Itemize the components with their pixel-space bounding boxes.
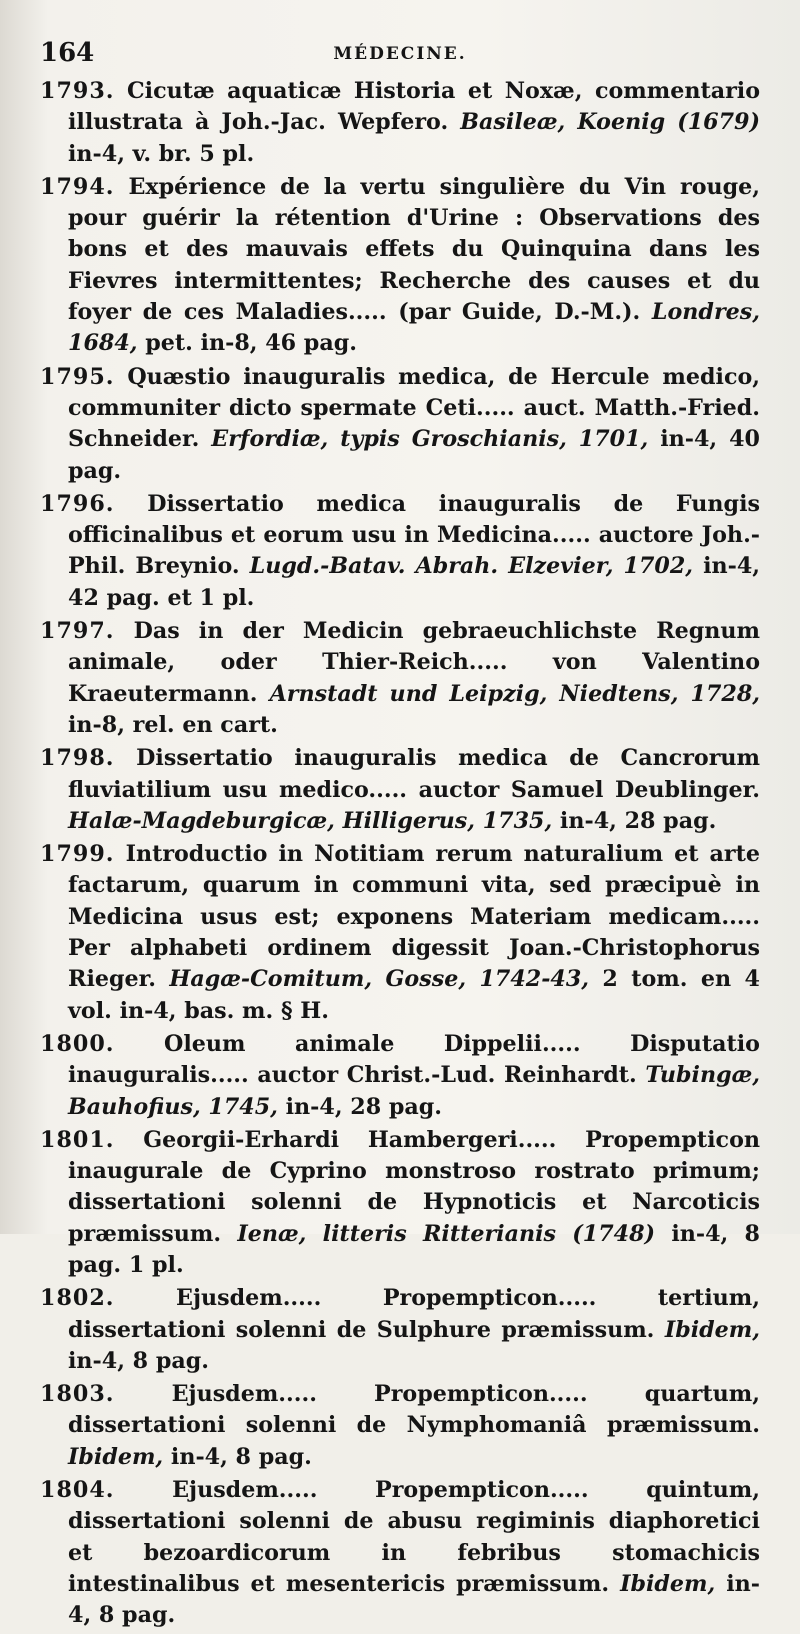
page-number: 164 [40,38,95,68]
entry-imprint: Londres, 1684, [68,299,760,357]
entry-number: 1799. [40,841,115,868]
entry-text: Ejusdem..... Propempticon..... tertium, dissertationi solenni de Sulphure præmissum. [68,1285,760,1343]
entry-imprint: Halæ-Magdeburgicæ, Hilligerus, 1735, [68,807,553,834]
entry-text: Dissertatio inauguralis medica de Cancrorum fluviatilium usu medico..... auctor Samuel Deublinger. [68,745,760,803]
entry-text: Dissertatio medica inauguralis de Fungis officinalibus et eorum usu in Medicina..... auctore Joh.-Phil. Breynio. [68,490,760,580]
catalogue-entry [40,362,760,487]
entry-number: 1800. [40,1030,115,1057]
page-header [40,38,760,70]
entry-format: in-4, 8 pag. [170,1443,312,1470]
entry-text: Georgii-Erhardi Hambergeri..... Propempticon inaugurale de Cyprino monstroso rostrato primum; dissertationi solenni de Hypnoticis et Narcoticis præmissum. [68,1126,760,1247]
entry-format: in-4, 42 pag. et 1 pl. [68,553,760,611]
catalogue-entry [40,1379,760,1473]
entry-imprint: Basileæ, Koenig (1679) [460,109,760,136]
entry-number: 1803. [40,1381,115,1408]
entry-text: Introductio in Notitiam rerum naturalium et arte factarum, quarum in communi vita, sed præcipuè in Medicina usus est; exponens Materiam medicam..... Per alphabeti ordinem digessit Joan.-Christophorus Rieger. [68,841,760,993]
entry-number: 1793. [40,78,115,104]
entry-text: Expérience de la vertu singulière du Vin rouge, pour guérir la rétention d'Urine : Observations des bons et des mauvais effets du Quinquina dans les Fievres intermittentes; Recherche des causes et du foyer de ces Maladies..... (par Guide, D.-M.). [68,173,760,326]
catalogue-entry [40,1475,760,1631]
catalogue-entry [40,839,760,1027]
catalogue-entry [40,1125,760,1281]
entry-number: 1794. [40,173,115,200]
entry-imprint: Hagæ-Comitum, Gosse, 1742-43, [169,966,590,993]
entry-imprint: Ienæ, litteris Ritterianis (1748) [237,1220,656,1247]
entry-format: in-4, 28 pag. [559,807,717,834]
entry-text: Quæstio inauguralis medica, de Hercule medico, communiter dicto spermate Ceti..... auct. Matth.-Fried. Schneider. [68,363,760,453]
entry-text: Ejusdem..... Propempticon..... quartum, dissertationi solenni de Nymphomaniâ præmissum. [68,1381,760,1439]
entry-imprint: Arnstadt und Leipzig, Niedtens, 1728, [269,680,760,707]
entry-number: 1797. [40,618,115,645]
entry-number: 1795. [40,363,115,390]
catalogue-entry [40,172,760,360]
running-title: MÉDECINE. [333,44,467,64]
entry-format: in-4, 8 pag. [68,1347,209,1374]
catalogue-entry [40,76,760,170]
entry-number: 1804. [40,1477,115,1504]
catalogue-entry [40,489,760,614]
entry-number: 1796. [40,490,115,517]
entry-number: 1801. [40,1126,115,1153]
entry-format: 2 tom. en 4 vol. in-4, bas. m. § H. [68,966,760,1024]
entry-format: pet. in-8, 46 pag. [145,330,357,357]
entry-format: in-8, rel. en cart. [68,711,278,738]
entry-format: in-4, 28 pag. [285,1093,442,1120]
entry-text: Das in der Medicin gebraeuchlichste Regnum animale, oder Thier-Reich..... von Valentino Kraeutermann. [68,618,761,707]
catalogue-entry [40,616,760,741]
entry-imprint: Ibidem, [620,1570,716,1597]
entry-imprint: Erfordiæ, typis Groschianis, 1701, [211,426,649,453]
entry-format: in-4, 40 pag. [68,426,760,484]
catalogue-entries [40,76,760,1634]
entry-imprint: Ibidem, [664,1316,760,1343]
entry-format: in-4, 8 pag. [68,1570,760,1629]
catalogue-entry [40,1283,760,1377]
entry-number: 1798. [40,745,115,772]
entry-number: 1802. [40,1285,115,1312]
entry-text: Oleum animale Dippelii..... Disputatio inauguralis..... auctor Christ.-Lud. Reinhardt. [68,1030,760,1089]
entry-text: Cicutæ aquaticæ Historia et Noxæ, commentario illustrata à Joh.-Jac. Wepfero. [68,78,760,136]
entry-format: in-4, v. br. 5 pl. [68,140,255,167]
entry-imprint: Ibidem, [68,1443,164,1470]
catalogue-entry [40,743,760,837]
entry-format: in-4, 8 pag. 1 pl. [68,1220,760,1278]
entry-imprint: Tubingæ, Bauhofius, 1745, [68,1062,760,1120]
catalogue-entry [40,1029,760,1123]
entry-text: Ejusdem..... Propempticon..... quintum, dissertationi solenni de abusu regiminis diaphoretici et bezoardicorum in febribus stomachicis intestinalibus et mesentericis præmissum. [68,1477,760,1597]
entry-imprint: Lugd.-Batav. Abrah. Elzevier, 1702, [249,553,694,580]
